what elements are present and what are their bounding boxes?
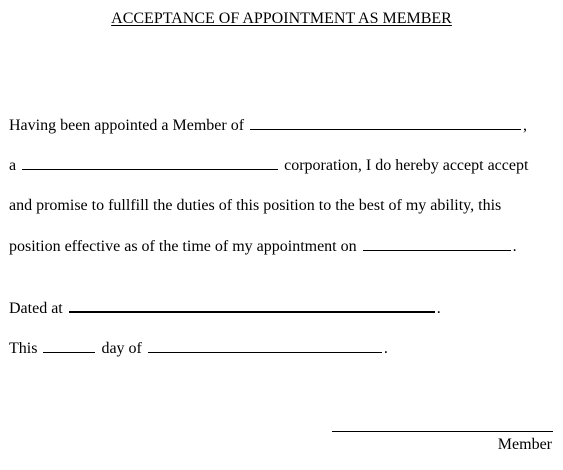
signature-label: Member	[497, 436, 552, 453]
period-text: .	[512, 238, 517, 255]
appointment-date-blank[interactable]	[363, 236, 511, 251]
corporation-type-blank[interactable]	[22, 155, 278, 170]
corporation-accept-text: corporation, I do hereby accept accept	[284, 157, 529, 174]
organization-name-blank[interactable]	[250, 115, 521, 130]
dated-at-line	[9, 297, 441, 319]
document-title: ACCEPTANCE OF APPOINTMENT AS MEMBER	[111, 10, 452, 27]
article-text: a	[9, 157, 17, 174]
day-period-text: .	[383, 340, 388, 357]
comma-text: ,	[523, 117, 528, 134]
day-blank[interactable]	[43, 338, 95, 353]
this-label: This	[9, 340, 38, 357]
appointed-member-text: Having been appointed a Member of	[9, 117, 245, 134]
dated-at-label: Dated at	[9, 300, 63, 317]
dated-period-text: .	[436, 300, 441, 317]
promise-line	[9, 196, 501, 216]
corporation-line	[9, 155, 528, 176]
month-year-blank[interactable]	[148, 338, 382, 353]
dated-at-location-blank[interactable]	[69, 297, 435, 313]
day-of-label: day of	[101, 340, 142, 357]
effective-text: position effective as of the time of my appointment on	[9, 238, 357, 255]
effective-line	[9, 236, 517, 257]
day-of-line	[9, 338, 388, 359]
signature-line[interactable]	[332, 431, 553, 432]
promise-text: and promise to fullfill the duties of this position to the best of my ability, this	[9, 197, 502, 214]
appointment-line	[9, 115, 527, 136]
